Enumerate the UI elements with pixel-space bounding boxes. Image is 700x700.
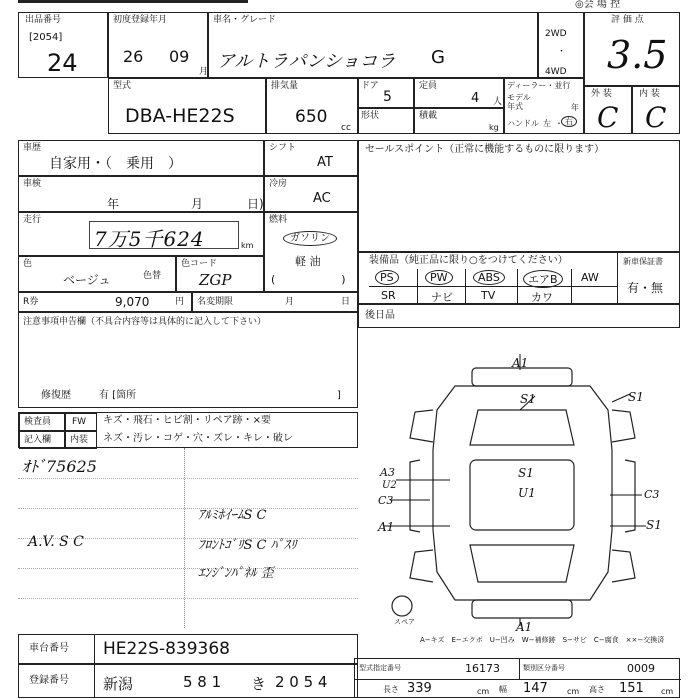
grade-value: G	[431, 47, 445, 68]
handwritten-line2: ﾌﾛﾝﾄｺﾞﾘS C ﾊﾟｽﾘ	[198, 538, 297, 553]
plate-box	[18, 664, 358, 698]
inspector-code-cell	[65, 413, 97, 431]
height-label: 高さ	[589, 685, 605, 694]
drive-box	[538, 12, 584, 78]
lot-box	[18, 12, 108, 78]
guide-line	[18, 508, 358, 509]
plate-region: 新潟	[103, 675, 134, 693]
mark-s1-right-top: S1	[628, 390, 644, 404]
chassis-label-cell	[19, 635, 95, 663]
model-name-box	[208, 12, 538, 78]
color-code-label: 色コード	[181, 259, 218, 269]
grid-rule	[517, 269, 518, 305]
capacity-box	[414, 78, 504, 108]
aircon-label: 冷房	[269, 179, 288, 189]
category-label: 類別区分番号	[523, 664, 565, 672]
mark-s1-right: S1	[646, 518, 662, 532]
equip-sr: SR	[381, 289, 396, 302]
spare-label: スペア	[394, 618, 415, 626]
inspection-box	[18, 176, 264, 212]
width-label: 幅	[499, 685, 507, 694]
warranty-divider	[617, 253, 618, 305]
mark-c3-right: C3	[644, 488, 660, 501]
color-value: ベージュ	[63, 273, 111, 287]
mileage-field	[89, 221, 239, 249]
cert-rule	[519, 659, 520, 679]
capacity-label: 定員	[419, 81, 438, 91]
handle-right: 右	[561, 116, 577, 127]
lot-number: 24	[47, 49, 78, 77]
repair-label: 修復歴	[41, 390, 71, 401]
fuel-diesel: 軽 油	[295, 255, 321, 268]
drive-dot: ・	[557, 47, 567, 57]
color-code-value: ZGP	[199, 271, 232, 289]
mark-c3-left: C3	[378, 494, 394, 507]
grid-rule	[571, 269, 572, 305]
model-name-value: アルトラパンショコラ	[217, 51, 396, 72]
equipment-grid	[369, 269, 617, 305]
load-box	[414, 108, 504, 134]
score-box	[584, 12, 680, 86]
inspection-year-unit: 年	[107, 197, 120, 211]
designation-value: 16173	[465, 662, 500, 675]
model-year-unit: 年	[571, 103, 579, 112]
grid-rule	[465, 269, 466, 305]
lot-label: 出品番号	[25, 15, 62, 25]
exterior-label: 外 装	[591, 89, 612, 99]
doors-label: ドア	[361, 81, 379, 91]
height-value: 151	[619, 681, 644, 696]
displacement-label: 排気量	[271, 81, 299, 91]
mileage-value: 7万5千624	[94, 227, 205, 251]
equip-aw: AW	[581, 271, 599, 284]
inspector-label-cell	[19, 413, 65, 431]
mark-s1-center: S1	[518, 466, 534, 480]
dealer-label: ディーラー・並行	[507, 81, 571, 90]
load-label: 積載	[419, 111, 438, 121]
equip-navi: ナビ	[431, 291, 453, 304]
inspection-day-unit: 日)	[247, 197, 264, 211]
name-change-label: 名変期限	[197, 297, 234, 307]
rear-items-label: 後日品	[365, 310, 395, 321]
inspector-code: FW	[72, 417, 87, 427]
handwritten-line3: ｴﾝｼﾞﾝﾊﾟﾈﾙ 歪	[198, 566, 274, 581]
notes-label: 注意事項申告欄（不具合内容等は具体的に記入して下さい）	[23, 317, 267, 327]
warranty-label: 新車保証書	[623, 257, 663, 266]
exterior-legend: キズ・飛石・ヒビ割・リペア跡・×要	[103, 415, 271, 426]
color-label: 色	[23, 259, 33, 269]
score-value: 3.5	[607, 33, 668, 77]
equipment-box	[358, 252, 680, 304]
shift-label: シフト	[269, 143, 297, 153]
equip-pw: PW	[425, 270, 453, 285]
spare-tire-icon	[392, 596, 412, 616]
recycle-unit: 円	[175, 297, 185, 307]
usage-value: 自家用・（ 乗用 ）	[49, 156, 182, 172]
shape-label: 形状	[361, 111, 380, 121]
category-value: 0009	[627, 662, 655, 675]
color-change-label: 色替	[143, 271, 162, 281]
sales-point-label: セールスポイント（正常に機能するものに限ります）	[365, 144, 605, 155]
interior-label: 内 装	[639, 89, 660, 99]
mark-a1-top: A1	[512, 356, 529, 370]
mileage-unit: km	[241, 241, 254, 250]
inspector-label: 検査員	[24, 417, 52, 427]
interior-legend: ネズ・汚レ・コゲ・穴・ズレ・キレ・破レ	[103, 433, 293, 444]
shift-value: AT	[317, 155, 333, 170]
plate-class: 5 8 1	[183, 673, 222, 691]
displacement-unit: cc	[341, 123, 351, 133]
interior-value: C	[645, 101, 667, 134]
doors-value: 5	[383, 89, 392, 105]
mark-u1-center: U1	[518, 486, 536, 500]
doors-box	[358, 78, 414, 108]
recycle-box	[18, 292, 192, 312]
recycle-value: 9,070	[115, 295, 150, 309]
chassis-value: HE22S-839368	[103, 639, 230, 659]
equip-leather: カワ	[531, 291, 553, 304]
registration-label: 初度登録年月	[113, 15, 168, 25]
entry-label: 記入欄	[24, 435, 52, 445]
color-code-box	[176, 256, 264, 292]
chassis-box	[18, 634, 358, 664]
handwritten-options: A.V. S C	[28, 534, 84, 550]
office-copy-label: ◎会 場 控	[575, 0, 621, 10]
aircon-value: AC	[313, 191, 331, 206]
rear-items-box	[358, 304, 680, 328]
guide-line	[18, 568, 358, 569]
chassis-label: 車台番号	[29, 643, 69, 654]
top-rule	[18, 0, 248, 3]
registration-year: 26	[123, 47, 144, 66]
interior-box	[632, 86, 680, 134]
equipment-label: 装備品（純正品に限り○をつけてください）	[369, 255, 568, 266]
displacement-value: 650	[295, 107, 328, 127]
color-box	[18, 256, 176, 292]
name-change-box	[192, 292, 358, 312]
lot-code: [2054]	[29, 32, 63, 43]
load-unit: kg	[489, 123, 499, 132]
guide-line	[18, 598, 358, 599]
length-unit: cm	[477, 687, 490, 696]
sales-point-box	[358, 140, 680, 252]
warranty-value: 有・無	[627, 281, 664, 295]
inspection-label: 車検	[23, 179, 42, 189]
handwriting-area	[18, 448, 358, 628]
registration-month-unit: 月	[199, 67, 209, 77]
shift-box	[264, 140, 358, 176]
mark-s1-top: S1	[520, 392, 536, 406]
handle-dot: ・	[555, 119, 563, 128]
name-change-month-unit: 月	[285, 297, 295, 307]
entry-label-cell	[19, 431, 65, 449]
exterior-box	[584, 86, 632, 134]
equip-airbag: エアB	[523, 270, 563, 288]
guide-line	[18, 478, 358, 479]
grid-rule	[369, 286, 617, 287]
handwritten-odometer: ｵﾄﾞ75625	[22, 457, 97, 476]
handle-left: 左	[543, 119, 551, 128]
damage-legend: A−キズ E−エクボ U−凹み W−補修跡 S−サビ C−腐食 ××−交換済	[420, 636, 665, 644]
model-type-value: DBA-HE22S	[125, 105, 235, 127]
fuel-other: ( )	[271, 273, 346, 286]
drive-4wd: 4WD	[545, 67, 567, 77]
fuel-box	[264, 212, 358, 292]
model-year-label: モデル年式	[507, 93, 531, 111]
shape-box	[358, 108, 414, 134]
plate-label: 登録番号	[29, 675, 69, 686]
fuel-label: 燃料	[269, 215, 288, 225]
recycle-label: R券	[23, 297, 39, 307]
height-unit: cm	[661, 687, 674, 696]
entry-code: 内装	[70, 435, 89, 445]
repair-value: 有 [箇所	[99, 390, 137, 401]
plate-number: 2 0 5 4	[275, 673, 328, 691]
plate-label-cell	[19, 665, 95, 697]
handwritten-line1: ｱﾙﾐﾎｲｰﾑS C	[198, 508, 267, 523]
cert-box	[354, 658, 680, 698]
cert-rule	[355, 679, 681, 680]
exterior-value: C	[597, 101, 619, 134]
notes-box	[18, 312, 358, 408]
equip-abs: ABS	[473, 270, 505, 285]
fuel-gasoline: ガソリン	[283, 231, 337, 246]
grid-rule	[417, 269, 418, 305]
plate-kana: き	[251, 675, 267, 693]
mileage-box	[18, 212, 264, 256]
mileage-label: 走行	[23, 215, 42, 225]
mark-a3: A3	[380, 466, 395, 479]
usage-box	[18, 140, 264, 176]
length-value: 339	[407, 681, 432, 696]
registration-month: 09	[169, 47, 190, 66]
registration-box	[108, 12, 208, 78]
dealer-box	[504, 78, 584, 134]
equip-ps: PS	[375, 270, 399, 285]
repair-end: ]	[337, 390, 341, 401]
inspection-month-unit: 月	[191, 197, 204, 211]
legend-box	[18, 412, 358, 448]
score-label: 評 価 点	[611, 15, 644, 25]
designation-label: 型式指定番号	[359, 664, 401, 672]
entry-code-cell	[65, 431, 97, 449]
model-type-label: 型式	[113, 81, 132, 91]
model-name-label: 車名・グレード	[213, 15, 277, 25]
mark-u2: U2	[382, 480, 397, 491]
drive-2wd: 2WD	[545, 29, 567, 39]
width-value: 147	[523, 681, 548, 696]
capacity-unit: 人	[493, 97, 503, 107]
mark-a1-bottom: A1	[516, 620, 533, 634]
handle-label: ハンドル	[507, 119, 539, 128]
mark-a1-left: A1	[378, 520, 395, 534]
model-type-box	[108, 78, 266, 134]
displacement-box	[266, 78, 358, 134]
usage-label: 車歴	[23, 143, 42, 153]
aircon-box	[264, 176, 358, 212]
name-change-day-unit: 日	[341, 297, 351, 307]
equip-tv: TV	[481, 289, 496, 302]
width-unit: cm	[567, 687, 580, 696]
capacity-value: 4	[471, 91, 480, 106]
length-label: 長さ	[383, 685, 399, 694]
